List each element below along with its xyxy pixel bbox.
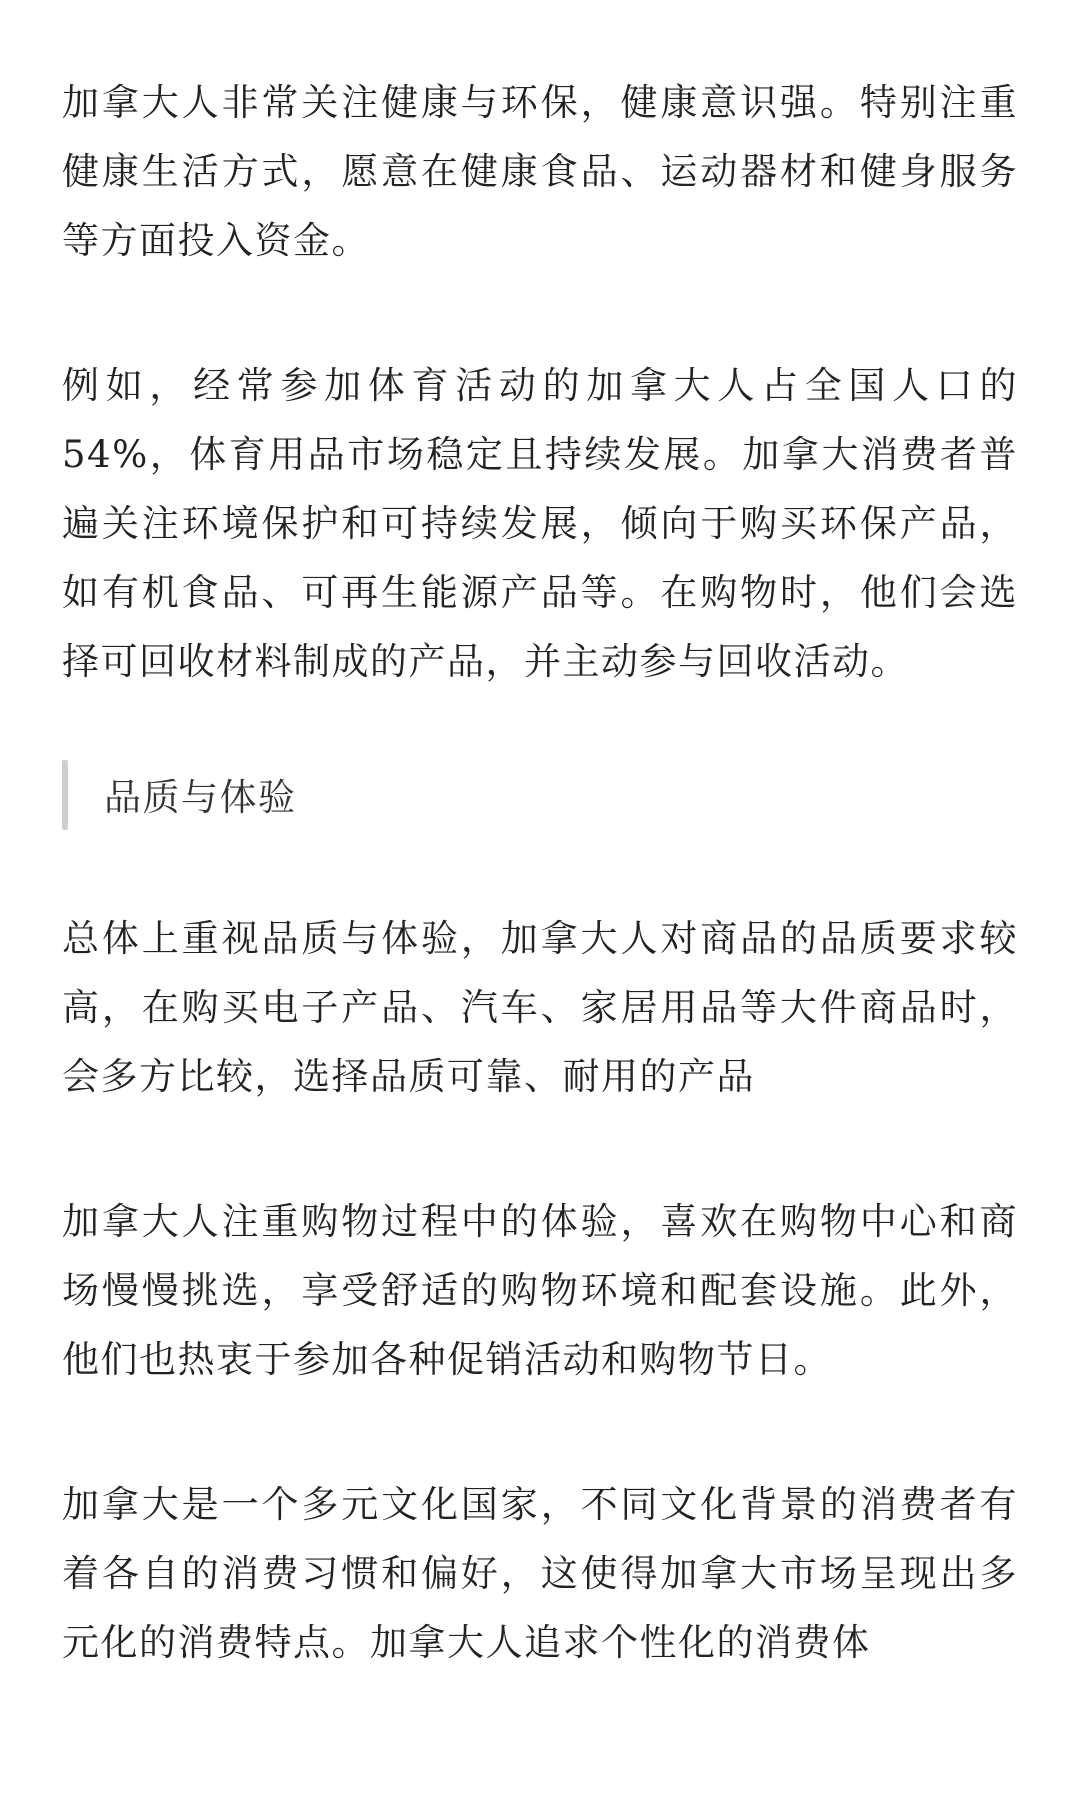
paragraph-sports-eco: 例如，经常参加体育活动的加拿大人占全国人口的54%，体育用品市场稳定且持续发展。加拿大消费者普遍关注环境保护和可持续发展，倾向于购买环保产品，如有机食品、可再生能源产品等。在购物时，他们会选择可回收材料制成的产品，并主动参与回收活动。 (62, 364, 1018, 683)
paragraph-health-environment: 加拿大人非常关注健康与环保，健康意识强。特别注重健康生活方式，愿意在健康食品、运动器材和健身服务等方面投入资金。 (62, 81, 1018, 262)
paragraph-quality: 总体上重视品质与体验，加拿大人对商品的品质要求较高，在购买电子产品、汽车、家居用品等大件商品时，会多方比较，选择品质可靠、耐用的产品 (62, 917, 1018, 1098)
paragraph-multicultural: 加拿大是一个多元文化国家，不同文化背景的消费者有着各自的消费习惯和偏好，这使得加拿大市场呈现出多元化的消费特点。加拿大人追求个性化的消费体 (62, 1483, 1018, 1664)
section-heading-text: 品质与体验 (104, 776, 297, 819)
heading-accent-bar (62, 760, 68, 830)
section-heading (62, 754, 1018, 834)
paragraph-experience: 加拿大人注重购物过程中的体验，喜欢在购物中心和商场慢慢挑选，享受舒适的购物环境和配套设施。此外，他们也热衷于参加各种促销活动和购物节日。 (62, 1200, 1018, 1381)
